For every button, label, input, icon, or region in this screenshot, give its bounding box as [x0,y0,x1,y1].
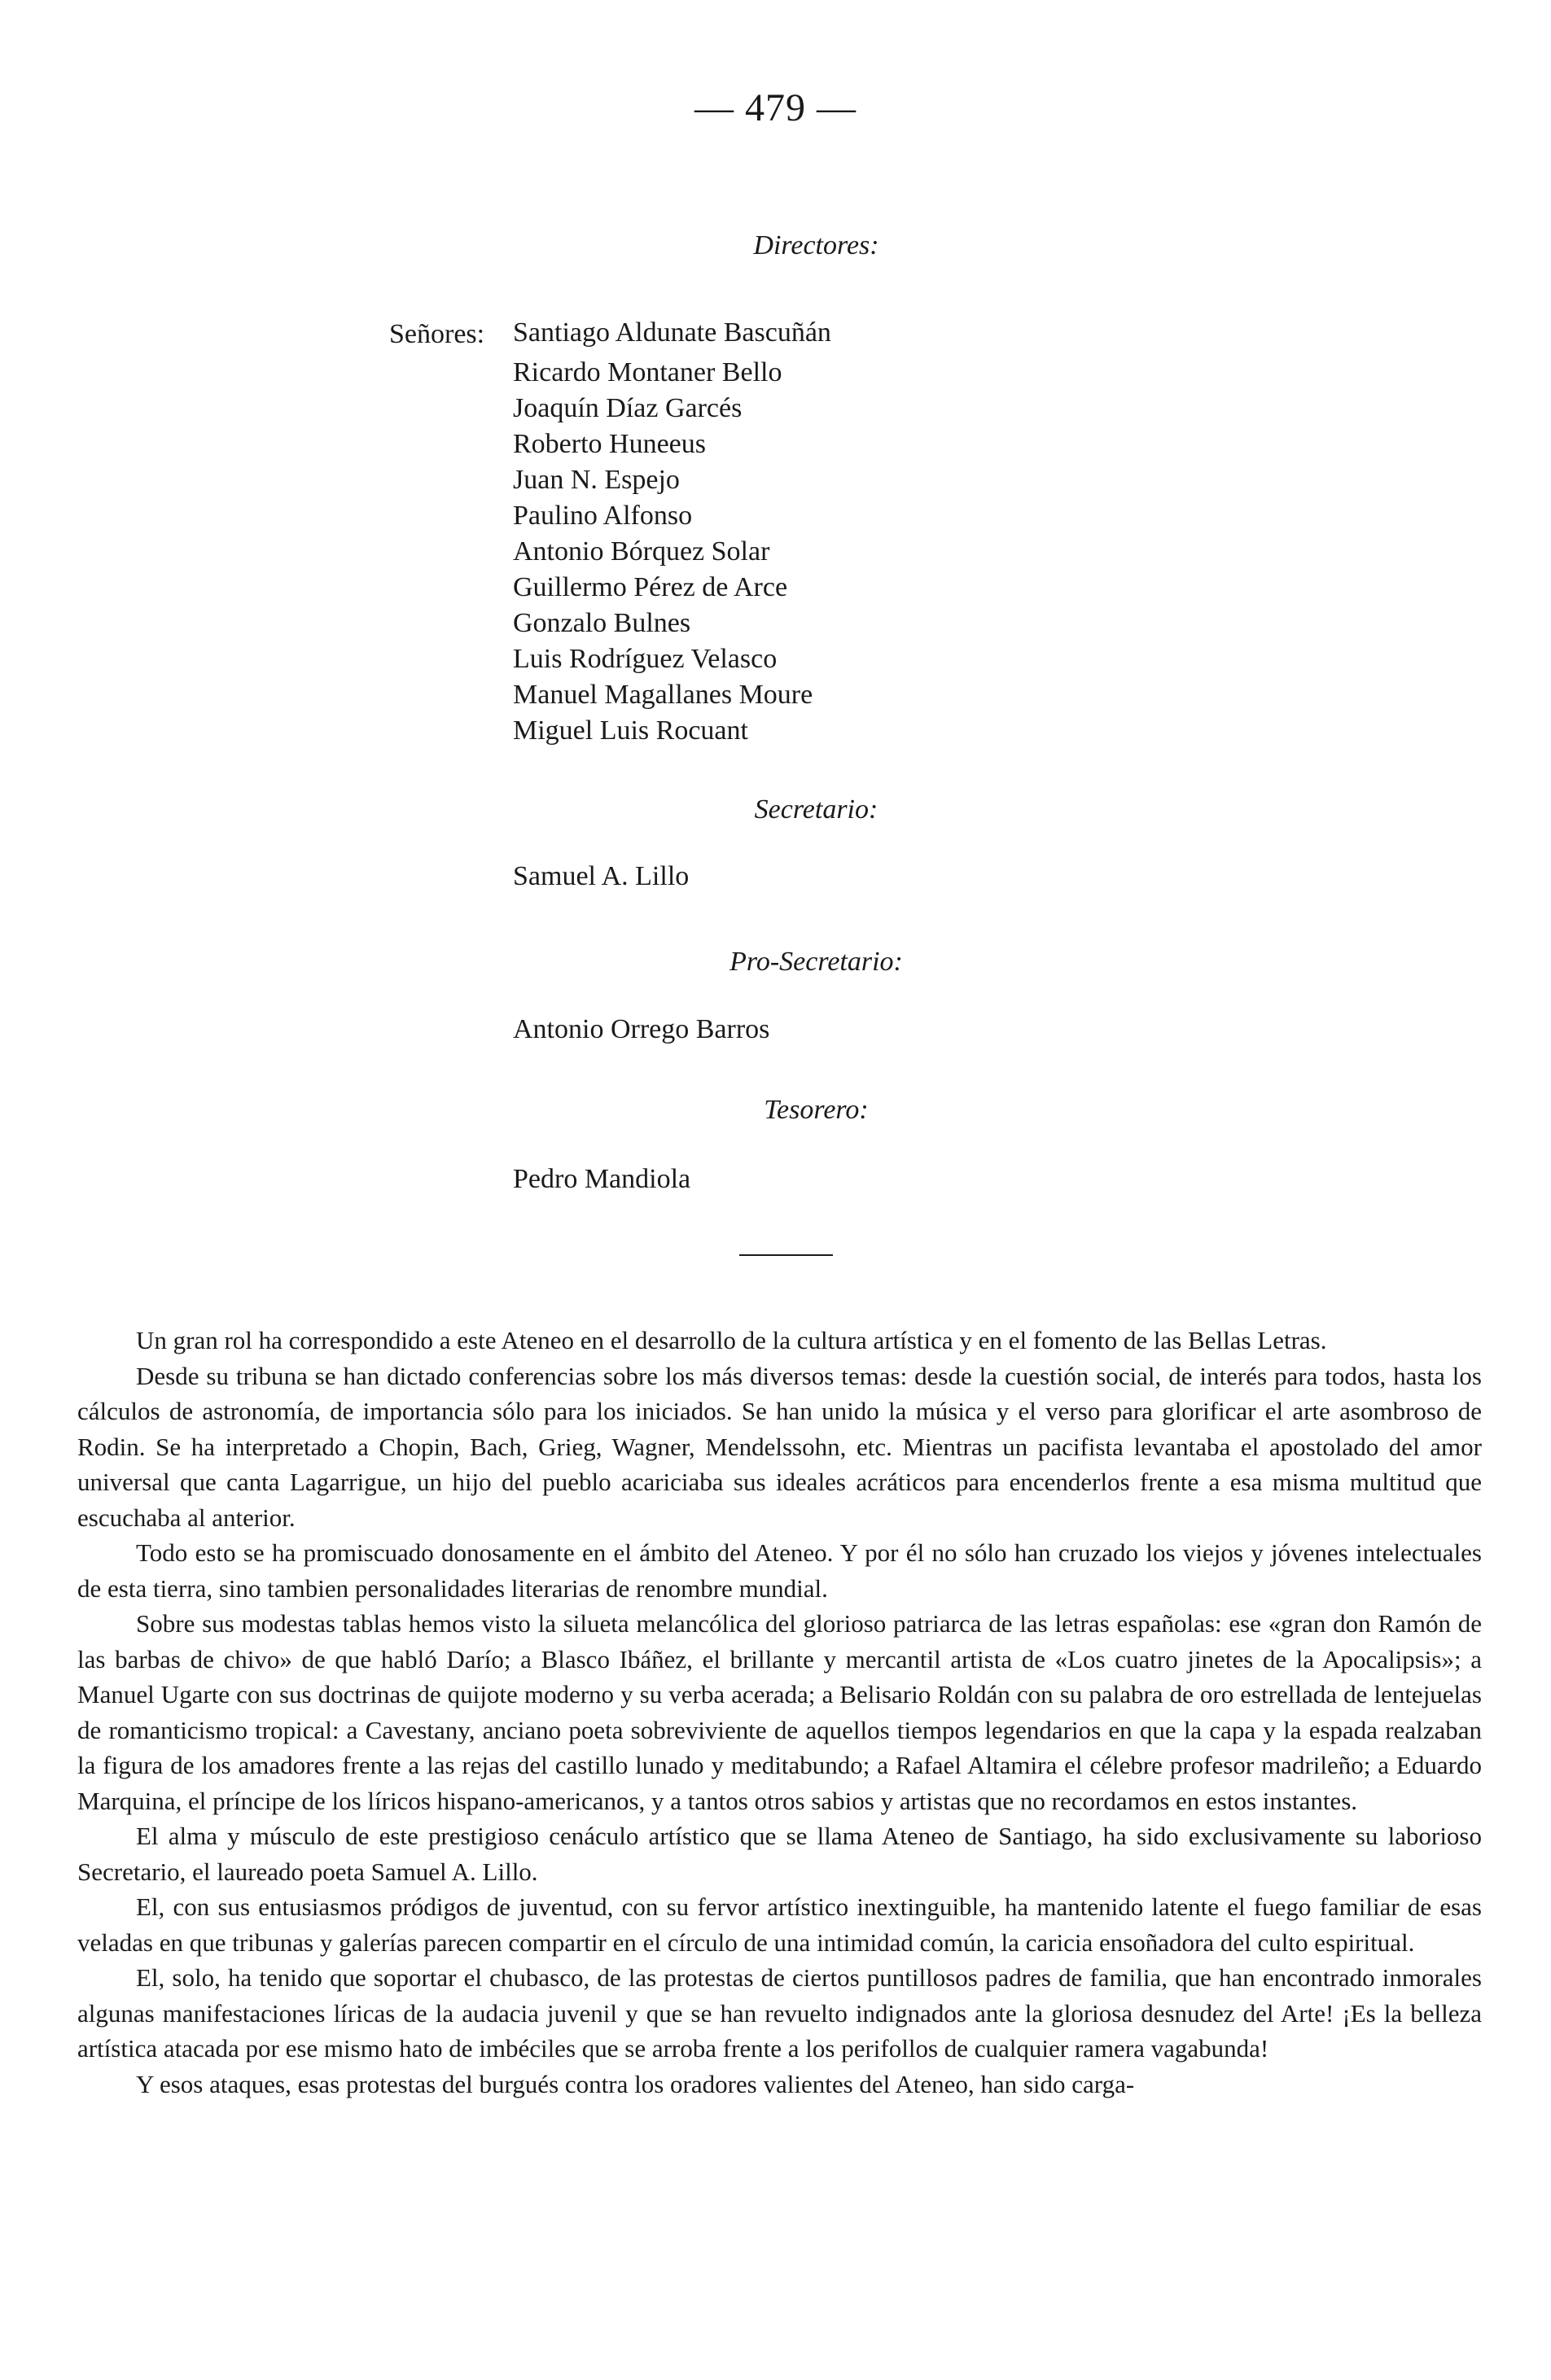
paragraph: El, con sus entusiasmos pródigos de juventud, con su fervor artístico inextinguible, ha mantenido latente el fuego familiar de esas veladas en que tribunas y galerías parecen compartir en el círculo de una intimidad común, la caricia ensoñadora del culto espiritual. [77,1892,1482,1957]
secretario-name: Samuel A. Lillo [513,861,690,891]
director-name: Manuel Magallanes Moure [513,680,813,710]
tesorero-heading: Tesorero: [764,1095,869,1125]
paragraph: Un gran rol ha correspondido a este Ateneo en el desarrollo de la cultura artística y en el fomento de las Bellas Letras. [136,1326,1327,1354]
director-name: Gonzalo Bulnes [513,608,691,638]
tesorero-name: Pedro Mandiola [513,1164,691,1194]
page-number: — 479 — [694,86,857,129]
paragraph: Y esos ataques, esas protestas del burgués contra los oradores valientes del Ateneo, han sido carga- [136,2069,1135,2098]
director-name: Ricardo Montaner Bello [513,357,782,387]
directores-heading: Directores: [753,230,879,260]
pro-secretario-name: Antonio Orrego Barros [513,1014,770,1044]
director-name: Paulino Alfonso [513,501,693,531]
director-name: Juan N. Espejo [513,465,680,495]
paragraph: Sobre sus modestas tablas hemos visto la silueta melancólica del glorioso patriarca de las letras españolas: ese «gran don Ramón de las barbas de chivo» de que habló Darío; a Blasco Ibáñez, el brillante y mercantil artista de «Los cuatro jinetes de la Apocalipsis»; a Manuel Ugarte con sus doctrinas de quijote moderno y su verba acerada; a Belisario Roldán con su palabra de oro estrellada de lentejuelas de romanticismo tropical: a Cavestany, anciano poeta sobreviviente de aquellos tiempos legendarios en que la capa y la espada realzaban la figura de los amadores frente a las rejas del castillo lunado y meditabundo; a Rafael Altamira el célebre profesor madrileño; a Eduardo Marquina, el príncipe de los líricos hispano-americanos, y a tantos otros sabios y artistas que no recordamos en estos instantes. [77,1609,1482,1815]
director-name: Santiago Aldunate Bascuñán [513,317,831,348]
paragraph: Todo esto se ha promiscuado donosamente en el ámbito del Ateneo. Y por él no sólo han cruzado los viejos y jóvenes intelectuales de esta tierra, sino tambien personalidades literarias de renombre mundial. [77,1538,1482,1603]
senores-label: Señores: [389,319,485,349]
director-name: Joaquín Díaz Garcés [513,393,743,423]
director-name: Antonio Bórquez Solar [513,536,770,567]
director-name: Roberto Huneeus [513,429,707,459]
director-name: Guillermo Pérez de Arce [513,572,788,602]
pro-secretario-heading: Pro-Secretario: [729,947,903,977]
directores-list [513,319,831,749]
paragraph: El alma y músculo de este prestigioso cenáculo artístico que se llama Ateneo de Santiago, ha sido exclusivamente su laborioso Secretario, el laureado poeta Samuel A. Lillo. [77,1822,1482,1886]
body-text [77,1323,1482,2102]
secretario-heading: Secretario: [754,794,878,825]
paragraph: El, solo, ha tenido que soportar el chubasco, de las protestas de ciertos puntillosos padres de familia, que han encontrado inmorales algunas manifestaciones líricas de la audacia juvenil y que se han revuelto indignados ante la gloriosa desnudez del Arte! ¡Es la belleza artística atacada por ese mismo hato de imbéciles que se arroba frente a los perifollos de cualquier ramera vagabunda! [77,1963,1482,2063]
director-name: Luis Rodríguez Velasco [513,644,778,674]
section-divider [739,1254,833,1256]
paragraph: Desde su tribuna se han dictado conferencias sobre los más diversos temas: desde la cuestión social, de interés para todos, hasta los cálculos de astronomía, de importancia sólo para los iniciados. Se han unido la música y el verso para glorificar el arte asombroso de Rodin. Se ha interpretado a Chopin, Bach, Grieg, Wagner, Mendelssohn, etc. Mientras un pacifista levantaba el apostolado del amor universal que canta Lagarrigue, un hijo del pueblo acariciaba sus ideales acráticos para encenderlos frente a esa misma multitud que escuchaba al anterior. [77,1361,1482,1532]
director-name: Miguel Luis Rocuant [513,715,748,746]
